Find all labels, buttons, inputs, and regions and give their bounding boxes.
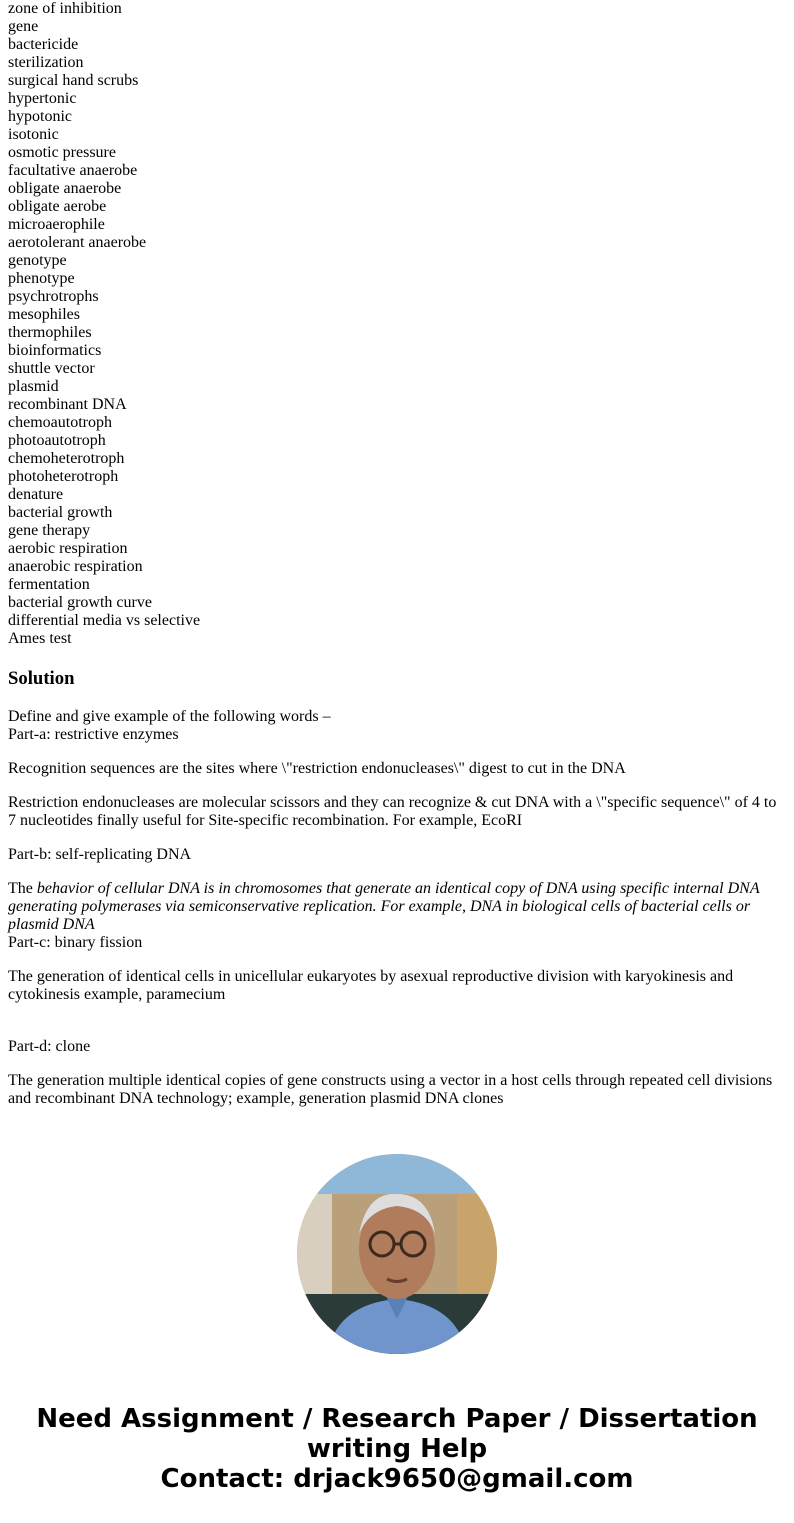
- term-item: bioinformatics: [8, 342, 102, 359]
- part-a-paragraph-2: Restriction endonucleases are molecular scissors and they can recognize & cut DNA with a \"specific sequence\" of 4 to 7 nucleotides finally useful for Site-specific recombination. For example, EcoRI: [8, 794, 777, 829]
- term-item: Ames test: [8, 630, 72, 647]
- part-a-label: Part-a: restrictive enzymes: [8, 726, 179, 743]
- part-a-paragraph-1: Recognition sequences are the sites where \"restriction endonucleases\" digest to cut in the DNA: [8, 760, 626, 777]
- term-item: plasmid: [8, 378, 59, 395]
- term-item: anaerobic respiration: [8, 558, 143, 575]
- part-b-paragraph: [8, 880, 786, 952]
- term-item: photoautotroph: [8, 432, 106, 449]
- term-item: osmotic pressure: [8, 144, 116, 161]
- term-item: fermentation: [8, 576, 90, 593]
- term-item: gene therapy: [8, 522, 91, 539]
- term-item: obligate aerobe: [8, 198, 107, 215]
- term-item: recombinant DNA: [8, 396, 127, 413]
- term-item: chemoautotroph: [8, 414, 112, 431]
- term-item: sterilization: [8, 54, 84, 71]
- part-d-paragraph: The generation multiple identical copies of gene constructs using a vector in a host cells through repeated cell divisions and recombinant DNA technology; example, generation plasmid DNA clones: [8, 1072, 773, 1107]
- solution-heading: Solution: [8, 668, 75, 689]
- part-b-italic-text: behavior of cellular DNA is in chromosomes that generate an identical copy of DNA using specific internal DNA generating polymerases via semiconservative replication. For example, DNA in biological cells of bacterial cells or plasmid DNA: [8, 880, 760, 933]
- term-item: facultative anaerobe: [8, 162, 138, 179]
- term-item: bacterial growth curve: [8, 594, 152, 611]
- term-item: obligate anaerobe: [8, 180, 122, 197]
- term-item: shuttle vector: [8, 360, 95, 377]
- term-item: chemoheterotroph: [8, 450, 125, 467]
- term-item: photoheterotroph: [8, 468, 119, 485]
- term-item: surgical hand scrubs: [8, 72, 139, 89]
- term-item: genotype: [8, 252, 67, 269]
- term-item: psychrotrophs: [8, 288, 99, 305]
- term-item: denature: [8, 486, 64, 503]
- term-item: aerotolerant anaerobe: [8, 234, 147, 251]
- term-item: microaerophile: [8, 216, 105, 233]
- term-list: [8, 0, 786, 648]
- term-item: differential media vs selective: [8, 612, 201, 629]
- part-d-label: Part-d: clone: [8, 1038, 91, 1055]
- part-b-label: Part-b: self-replicating DNA: [8, 846, 192, 863]
- author-photo: [297, 1154, 497, 1354]
- contact-footer: [8, 1404, 786, 1494]
- intro-paragraph: [8, 708, 786, 744]
- term-item: hypertonic: [8, 90, 77, 107]
- intro-text: Define and give example of the following words –: [8, 708, 331, 725]
- footer-contact: Contact: drjack9650@gmail.com: [160, 1464, 634, 1494]
- footer-headline: Need Assignment / Research Paper / Dissertation writing Help: [36, 1404, 758, 1464]
- term-item: phenotype: [8, 270, 75, 287]
- term-item: bacterial growth: [8, 504, 113, 521]
- term-item: hypotonic: [8, 108, 72, 125]
- term-item: aerobic respiration: [8, 540, 128, 557]
- term-item: isotonic: [8, 126, 59, 143]
- part-b-lead: The: [8, 880, 37, 897]
- term-item: thermophiles: [8, 324, 92, 341]
- term-item: bactericide: [8, 36, 79, 53]
- part-c-label: Part-c: binary fission: [8, 934, 143, 951]
- term-item: mesophiles: [8, 306, 80, 323]
- term-item: gene: [8, 18, 39, 35]
- part-c-paragraph: The generation of identical cells in unicellular eukaryotes by asexual reproductive division with karyokinesis and cytokinesis example, paramecium: [8, 968, 734, 1003]
- term-item: zone of inhibition: [8, 0, 122, 17]
